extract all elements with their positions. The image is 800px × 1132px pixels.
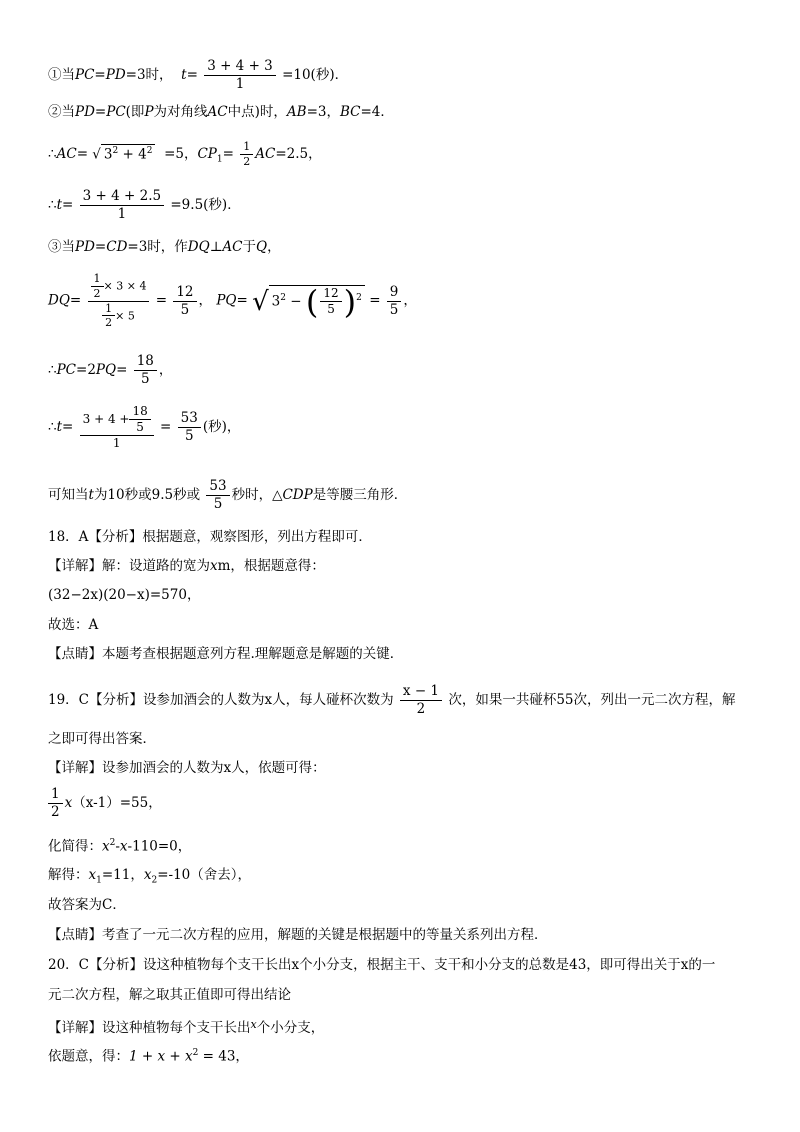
q18-answer: 故选：A [48,617,99,633]
numerator: 3 + 4 + 3 [204,58,276,76]
text: = [94,239,107,255]
text: =3时， [125,66,173,83]
text: =3， [306,104,340,120]
numerator: x − 1 [400,683,442,701]
fraction [240,140,253,169]
text: = [369,292,381,309]
sqrt: √ $3^2$ − ( $\frac{12}{5}$ )$^2$ [252,285,365,318]
q19-heading-2: 之即可得出答案． [48,731,156,747]
denominator: 5 [327,302,335,316]
text: 3 [271,293,281,309]
q19-note: 【点睛】考查了一元二次方程的应用，解题的关键是根据题中的等量关系列出方程． [48,927,548,943]
numerator: 1 [240,140,253,155]
fraction [88,272,150,330]
line-1: ①当PC=PD=3时， t= $\frac{3 + 4 + 3}{1}$ =10(秒)． [48,58,349,92]
text: 次，如果一共碰杯55次，列出一元二次方程，解 [448,691,736,708]
q20-heading-2: 元二次方程，解之取其正值即可得出结论 [48,987,291,1003]
q19-answer: 故答案为C． [48,897,126,913]
denominator: 1 [235,75,245,92]
numerator: 53 [206,478,229,496]
text: 为对角线 [153,104,208,120]
text: = [62,419,74,435]
q18-equation: (32−2x)(20−x)=570， [48,587,201,603]
line-2: ②当PD=PC(即P为对角线AC中点)时，AB=3，BC=4． [48,104,394,120]
text: ， [158,361,173,378]
denominator: 5 [389,301,399,318]
text: 中点)时， [227,104,287,120]
text: 2 [93,286,101,300]
numerator: 9 [387,284,402,302]
q19-simplify: 化简得：$x^2-x-110=0$， [48,838,192,855]
text: = [186,66,198,83]
numerator: 18 [134,353,157,371]
numerator: 3 + 4 + 2.5 [80,188,164,206]
denominator: 5 [140,370,150,387]
q20-equation: 依题意，得：$1 + x + x^2 = 43$， [48,1048,249,1065]
text: = [94,66,106,83]
text: 个小分支， [256,1020,325,1036]
sqrt: √ $3^2 + 4^2$ [92,144,155,164]
numerator [88,272,150,302]
fraction [178,410,201,445]
text: = [116,361,128,378]
denominator: 5 [180,301,190,318]
fraction [387,284,402,319]
text: + 4 [122,146,147,163]
numerator [80,404,154,436]
text: = [94,104,107,120]
numerator: 1 [48,786,63,804]
text: = 43， [202,1048,249,1065]
text: (即 [125,104,145,120]
text: =9.5(秒)． [170,196,241,213]
text: ， [198,292,213,309]
denominator: 5 [184,428,194,444]
text: − [290,293,302,309]
text: - [115,838,120,855]
line-6: DQ= $\frac{1}{2}$ × 3 × 4 $\frac{1}{2}$ × 5 = $\frac{12}{5}$ ， PQ= √ $3^2$ − ( $\frac{12}{5}$ )$^2$ = $\frac{9}{5}$ ， [48,272,417,330]
q18-heading: 18．A【分析】根据题意，观察图形，列出方程即可． [48,529,372,545]
text: = [236,292,248,309]
text: ∴ [48,419,57,435]
fraction [400,683,442,718]
numerator: 12 [173,284,196,302]
fraction [204,58,276,93]
text: = [76,145,88,162]
line-3: ∴AC= √ $3^2 + 4^2 =5$，$CP_1=$ $\frac{1}{2}$ AC=2.5， [48,140,322,168]
text: 3 + 4 + [82,412,130,426]
text: × 5 [115,308,135,322]
fraction [173,284,196,319]
text: 可知当 [48,486,89,503]
q19-equation: $\frac{1}{2}$ x（x-1）=55， [48,786,162,821]
text: = [62,196,74,213]
text: 19．C【分析】设参加酒会的人数为x人，每人碰杯次数为 [48,691,394,708]
text: 1 [91,272,104,287]
text: 【详解】设这种植物每个支干长出 [48,1020,251,1036]
line-9: 可知当t为10秒或9.5秒或 $\frac{53}{5}$ 秒时，△CDP是等腰三角形． [48,478,408,512]
text: ②当 [48,104,75,120]
denominator: 2 [243,154,251,168]
text: ∴ [48,145,57,162]
line-8: ∴t= 3 + 4 + $\frac{18}{5}$ 1 = $\frac{53}{5}$ (秒)， [48,404,241,450]
text: =2 [76,361,96,378]
fraction [206,478,229,513]
fraction [80,404,154,451]
denominator: 1 [117,205,127,222]
text: =-10（舍去）， [157,867,252,883]
text: = [69,292,82,309]
line-4: ∴t= $\frac{3 + 4 + 2.5}{1}$ =9.5(秒)． [48,188,241,222]
line-5: ③当PD=CD=3时，作DQ⊥AC于Q， [48,239,281,255]
numerator: 12 [320,286,341,302]
text: = [155,292,168,309]
text: =3时，作 [127,239,188,255]
q19-detail: 【详解】设参加酒会的人数为x人，依题可得： [48,760,326,776]
text: 是等腰三角形． [312,486,408,503]
text: m，根据题意得： [217,558,325,574]
text: ①当 [48,66,75,83]
text: 【详解】解：设道路的宽为 [48,558,210,574]
text: = [160,419,172,435]
text: 18 [129,404,150,420]
text: （x-1）=55， [72,794,162,811]
denominator: 2 [416,700,426,717]
numerator: 53 [178,410,201,428]
denominator: 5 [213,495,223,512]
text: =5， [164,145,198,162]
q20-heading: 20．C【分析】设这种植物每个支干长出x个小分支，根据主干、支干和小分支的总数是43，即可得出关于x的一 [48,957,716,973]
text: =4． [360,104,394,120]
text: 为10秒或9.5秒或 [93,486,201,503]
text: ∴ [48,196,57,213]
text: 化简得： [48,838,102,855]
denominator [88,302,150,331]
q18-note: 【点睛】本题考查根据题意列方程.理解题意是解题的关键． [48,646,404,662]
text: ∴ [48,361,57,378]
denominator: 1 [112,436,121,450]
denominator: 2 [51,803,60,820]
text: =2.5， [275,145,322,162]
line-7: ∴PC=2PQ= $\frac{18}{5}$ ， [48,353,173,387]
text: 1 + x + x [129,1048,193,1065]
text: (秒)， [202,419,241,435]
text: =11， [101,867,144,883]
text: =10(秒)． [282,66,349,83]
text: ⊥ [209,239,223,255]
text: 5 [136,420,144,434]
text: 2 [105,316,113,330]
text: ③当 [48,239,75,255]
text: 3 [103,146,113,163]
fraction [48,786,63,821]
fraction [134,353,157,388]
text: = [222,145,234,162]
text: 1 [102,302,115,317]
text: 解得： [48,867,89,883]
text: 于 [242,239,256,255]
q19-heading [48,683,736,718]
fraction [80,188,164,223]
q19-solve: 解得：$x_1=11$，$x_2=-10$（舍去）， [48,867,252,886]
q20-detail: 【详解】设这种植物每个支干长出$^x$个小分支， [48,1018,325,1036]
text: 秒时，△ [231,486,283,503]
text: 依题意，得： [48,1048,129,1065]
text: × 3 × 4 [103,279,147,293]
text: ， [403,292,417,309]
q18-detail: 【详解】解：设道路的宽为xm，根据题意得： [48,558,325,574]
text: -110=0， [127,838,192,855]
text: ， [267,239,281,255]
